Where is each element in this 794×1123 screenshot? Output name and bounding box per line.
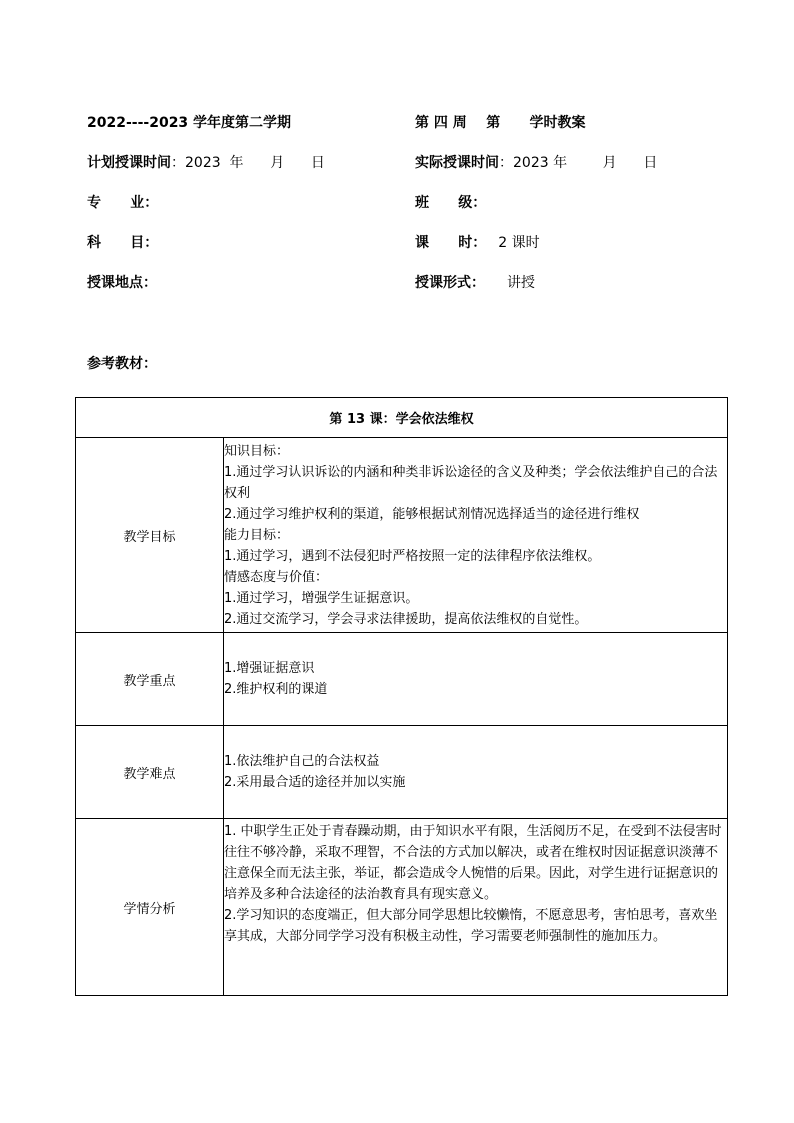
plan-time-label: 计划授课时间 (87, 155, 171, 171)
table-row (76, 633, 728, 726)
hours-label: 课 时： (415, 235, 487, 251)
table-row (76, 438, 728, 633)
row-content-objectives (224, 438, 728, 633)
reference-label: 参考教材： (87, 356, 157, 372)
content-line: 情感态度与价值： (224, 569, 329, 585)
content-line: 能力目标： (224, 527, 290, 543)
content-line: 1.增强证据意识 (224, 661, 315, 676)
content-line: 1.依法维护自己的合法权益 (224, 754, 380, 769)
form-field (415, 274, 535, 292)
row-label-objectives: 教学目标 (76, 438, 224, 633)
plan-time-value: ：2023 年 月 日 (171, 155, 325, 171)
actual-time-value: ：2023 年 月 日 (499, 155, 658, 171)
row-content-student-analysis (224, 819, 728, 996)
lesson-title: 第 13 课：学会依法维权 (76, 398, 728, 438)
row-label-key-points: 教学重点 (76, 633, 224, 726)
week-heading: 第 四 周 第 学时教案 (415, 115, 586, 131)
row-label-difficulties: 教学难点 (76, 726, 224, 819)
form-label: 授课形式： (415, 275, 485, 291)
major-field: 专 业： (87, 195, 159, 211)
content-line: 1.通过学习认识诉讼的内涵和种类非诉讼途径的含义及种类；学会依法维护自己的合法权利 (224, 464, 718, 501)
row-label-student-analysis: 学情分析 (76, 819, 224, 996)
content-line: 2.通过交流学习，学会寻求法律援助，提高依法维权的自觉性。 (224, 611, 588, 627)
content-line: 1.通过学习，遇到不法侵犯时严格按照一定的法律程序依法维权。 (224, 548, 601, 564)
content-line: 1. 中职学生正处于青春躁动期，由于知识水平有限，生活阅历不足，在受到不法侵害时往往不够冷静，采取不理智，不合法的方式加以解决，或者在维权时因证据意识淡薄不注意保全而无法主张，举证，都会造成令人惋惜的后果。因此，对学生进行证据意识的培养及多种合法途径的法治教育具有现实意义。 (224, 824, 722, 902)
row-content-key-points (224, 633, 728, 726)
content-line: 知识目标： (224, 443, 290, 459)
row-content-difficulties (224, 726, 728, 819)
subject-field: 科 目： (87, 235, 159, 251)
content-line: 2.学习知识的态度端正，但大部分同学思想比较懒惰，不愿意思考，害怕思考，喜欢坐享其成，大部分同学学习没有积极主动性，学习需要老师强制性的施加压力。 (224, 908, 718, 944)
content-line: 2.通过学习维护权利的渠道，能够根据试剂情况选择适当的途径进行维权 (224, 506, 640, 522)
location-field: 授课地点： (87, 275, 157, 291)
table-title-row (76, 398, 728, 438)
content-line: 1.通过学习，增强学生证据意识。 (224, 590, 419, 606)
content-line: 2.维护权利的课道 (224, 682, 328, 697)
plan-time (87, 154, 325, 172)
class-field: 班 级： (415, 195, 487, 211)
table-row (76, 726, 728, 819)
content-line: 2.采用最合适的途径并加以实施 (224, 775, 406, 790)
semester-heading: 2022----2023 学年度第二学期 (87, 115, 292, 131)
lesson-plan-table (75, 397, 728, 996)
hours-field (415, 234, 540, 252)
form-value: 讲授 (507, 275, 535, 291)
actual-time (415, 154, 657, 172)
hours-value: 2 课时 (498, 235, 540, 251)
actual-time-label: 实际授课时间 (415, 155, 499, 171)
table-row (76, 819, 728, 996)
